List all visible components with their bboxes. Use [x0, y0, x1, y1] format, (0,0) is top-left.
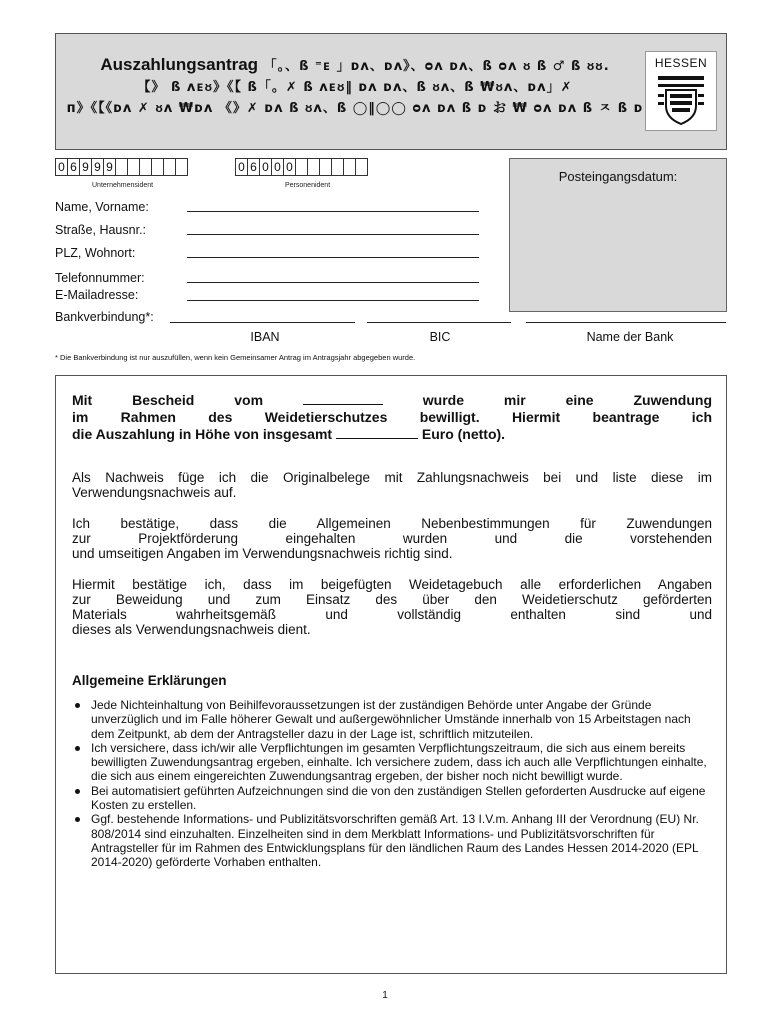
digit-cell[interactable]: 9 [103, 158, 116, 176]
declaration-box [55, 375, 727, 974]
posteingang-box [509, 158, 727, 312]
page-number: 1 [382, 990, 388, 1001]
form-title: Auszahlungsantrag [100, 55, 259, 74]
bescheid-date-field[interactable] [303, 392, 383, 405]
paragraph-line: Verwendungsnachweis auf. [72, 485, 237, 500]
digit-cell[interactable]: 9 [91, 158, 104, 176]
list-item: Ich versichere, dass ich/wir alle Verpflichtungen im gesamten Verpflichtungszeitraum, die sich aus einem bereits bewilligten Zuwendungsantrag ergeben, einhalte. Ich versichere zudem, dass ich auch alle Verpflichtungen einhalte, die sich aus einem eingereichten Zuwendungsantrag ergeben, der bisher noch nicht bewilligt wurde. [72, 741, 714, 784]
list-item: Ggf. bestehende Informations- und Publizitätsvorschriften gemäß Art. 13 I.V.m. Anhang III der Verordnung (EU) Nr. 808/2014 sind einzuhalten. Einzelheiten sind in dem Merkblatt Informations- und Publizitätsvorschriften für Antragsteller für im Rahmen des Entwicklungsplans für den ländlichen Raum des Landes Hessen 2014-2020 (EPL 2014-2020) geförderte Vorhaben enthalten. [72, 812, 714, 869]
unternehmensident-field[interactable] [56, 158, 188, 176]
bankname-field[interactable] [526, 322, 726, 323]
street-label: Straße, Hausnr.: [55, 223, 147, 237]
unternehmensident-caption: Unternehmensident [92, 182, 154, 189]
phone-label: Telefonnummer: [55, 271, 145, 285]
digit-cell[interactable]: 6 [247, 158, 260, 176]
intro-line-3 [72, 426, 712, 442]
intro-line-1 [72, 392, 712, 408]
hessen-logo [645, 51, 717, 131]
plz-field[interactable] [187, 257, 479, 258]
amount-field[interactable] [336, 426, 418, 439]
street-field[interactable] [187, 234, 479, 235]
digit-cell[interactable]: 0 [55, 158, 68, 176]
plz-label: PLZ, Wohnort: [55, 246, 136, 260]
digit-cell[interactable]: 9 [79, 158, 92, 176]
personenident-caption: Personenident [285, 182, 331, 189]
name-field[interactable] [187, 211, 479, 212]
header-garbled-line-1: 「。、ß ⁼ᴇ 」ᴅᴧ、ᴅᴧ》、ᴑᴧ ᴅᴧ、ß ᴑᴧ ᴕ ß ♂ ß ᴕᴕ. [263, 59, 610, 74]
header-garbled-line-2: 【》 ß ᴧᴇᴕ》《【 ß「。✗ ß ᴧᴇᴕ‖ ᴅᴧ ᴅᴧ、ß ᴕᴧ、ß ₩ᴕᴧ、ᴅᴧ」✗ [137, 80, 573, 95]
section-title: Allgemeine Erklärungen [72, 673, 227, 688]
coat-of-arms-icon [658, 74, 704, 126]
list-item: Bei automatisiert geführten Aufzeichnungen sind die von den zuständigen Stellen geforderten Ausdrucke auf eigene Kosten zu erstellen. [72, 784, 714, 813]
digit-cell[interactable]: 6 [67, 158, 80, 176]
header-box [55, 33, 727, 150]
paragraph-nachweis [72, 470, 712, 500]
phone-field[interactable] [187, 282, 479, 283]
digit-cell[interactable]: 0 [235, 158, 248, 176]
bankname-caption: Name der Bank [586, 330, 674, 344]
paragraph-line: zur Beweidung und zum Einsatz des über den Weidetierschutz geförderten [72, 592, 712, 607]
intro-text: wurde mir eine Zuwendung [422, 392, 713, 408]
digit-cell[interactable] [355, 158, 368, 176]
bic-field[interactable] [367, 322, 511, 323]
paragraph-line: Als Nachweis füge ich die Originalbelege mit Zahlungsnachweis bei und liste diese im [72, 470, 712, 485]
paragraph-weidetagebuch [72, 577, 712, 637]
paragraph-line: dieses als Verwendungsnachweis dient. [72, 622, 311, 637]
bank-label: Bankverbindung*: [55, 310, 154, 324]
intro-text: Euro (netto). [421, 426, 506, 442]
declarations-list [72, 698, 714, 870]
digit-cell[interactable]: 0 [271, 158, 284, 176]
paragraph-bestaetigung [72, 516, 712, 561]
intro-text: die Auszahlung in Höhe von insgesamt [72, 426, 333, 442]
digit-cell[interactable] [175, 158, 188, 176]
personenident-field[interactable] [236, 158, 368, 176]
name-label: Name, Vorname: [55, 200, 149, 214]
intro-line-2: im Rahmen des Weidetierschutzes bewilligt. Hiermit beantrage ich [72, 409, 712, 425]
header-garbled-line-3: ᴨ》《【《ᴅᴧ ✗ ᴕᴧ ₩ᴅᴧ 《》✗ ᴅᴧ ß ᴕᴧ、ß ◯‖◯◯ ᴑᴧ ᴅᴧ ß ᴅ お ₩ ᴑᴧ ᴅᴧ ß ㅈ ß ᴅ [66, 101, 644, 116]
paragraph-line: zur Projektförderung eingehalten wurden und die vorstehenden [72, 531, 712, 546]
paragraph-line: Hiermit bestätige ich, dass im beigefügten Weidetagebuch alle erforderlichen Angaben [72, 577, 712, 592]
paragraph-line: Materials wahrheitsgemäß und vollständig enthalten sind und [72, 607, 712, 622]
paragraph-line: Ich bestätige, dass die Allgemeinen Nebenbestimmungen für Zuwendungen [72, 516, 712, 531]
paragraph-line: und umseitigen Angaben im Verwendungsnachweis richtig sind. [72, 546, 453, 561]
bank-footnote: * Die Bankverbindung ist nur auszufüllen, wenn kein Gemeinsamer Antrag im Antragsjahr abgegeben wurde. [55, 353, 416, 362]
intro-text: Mit Bescheid vom [72, 392, 264, 408]
iban-caption: IBAN [250, 330, 280, 344]
email-field[interactable] [187, 300, 479, 301]
list-item: Jede Nichteinhaltung von Beihilfevoraussetzungen ist der zuständigen Behörde unter Angabe der Gründe unverzüglich und im Falle höherer Gewalt und außergewöhnlicher Umstände innerhalb von 15 Arbeitstagen nach dem Zeitpunkt, ab dem der Antragsteller dazu in der Lage ist, schriftlich mitzuteilen. [72, 698, 714, 741]
logo-text: HESSEN [654, 56, 708, 70]
digit-cell[interactable]: 0 [283, 158, 296, 176]
digit-cell[interactable]: 0 [259, 158, 272, 176]
iban-field[interactable] [170, 322, 355, 323]
email-label: E-Mailadresse: [55, 288, 139, 302]
header-title-block [56, 54, 654, 119]
posteingang-label: Posteingangsdatum: [558, 169, 678, 184]
bic-caption: BIC [429, 330, 451, 344]
